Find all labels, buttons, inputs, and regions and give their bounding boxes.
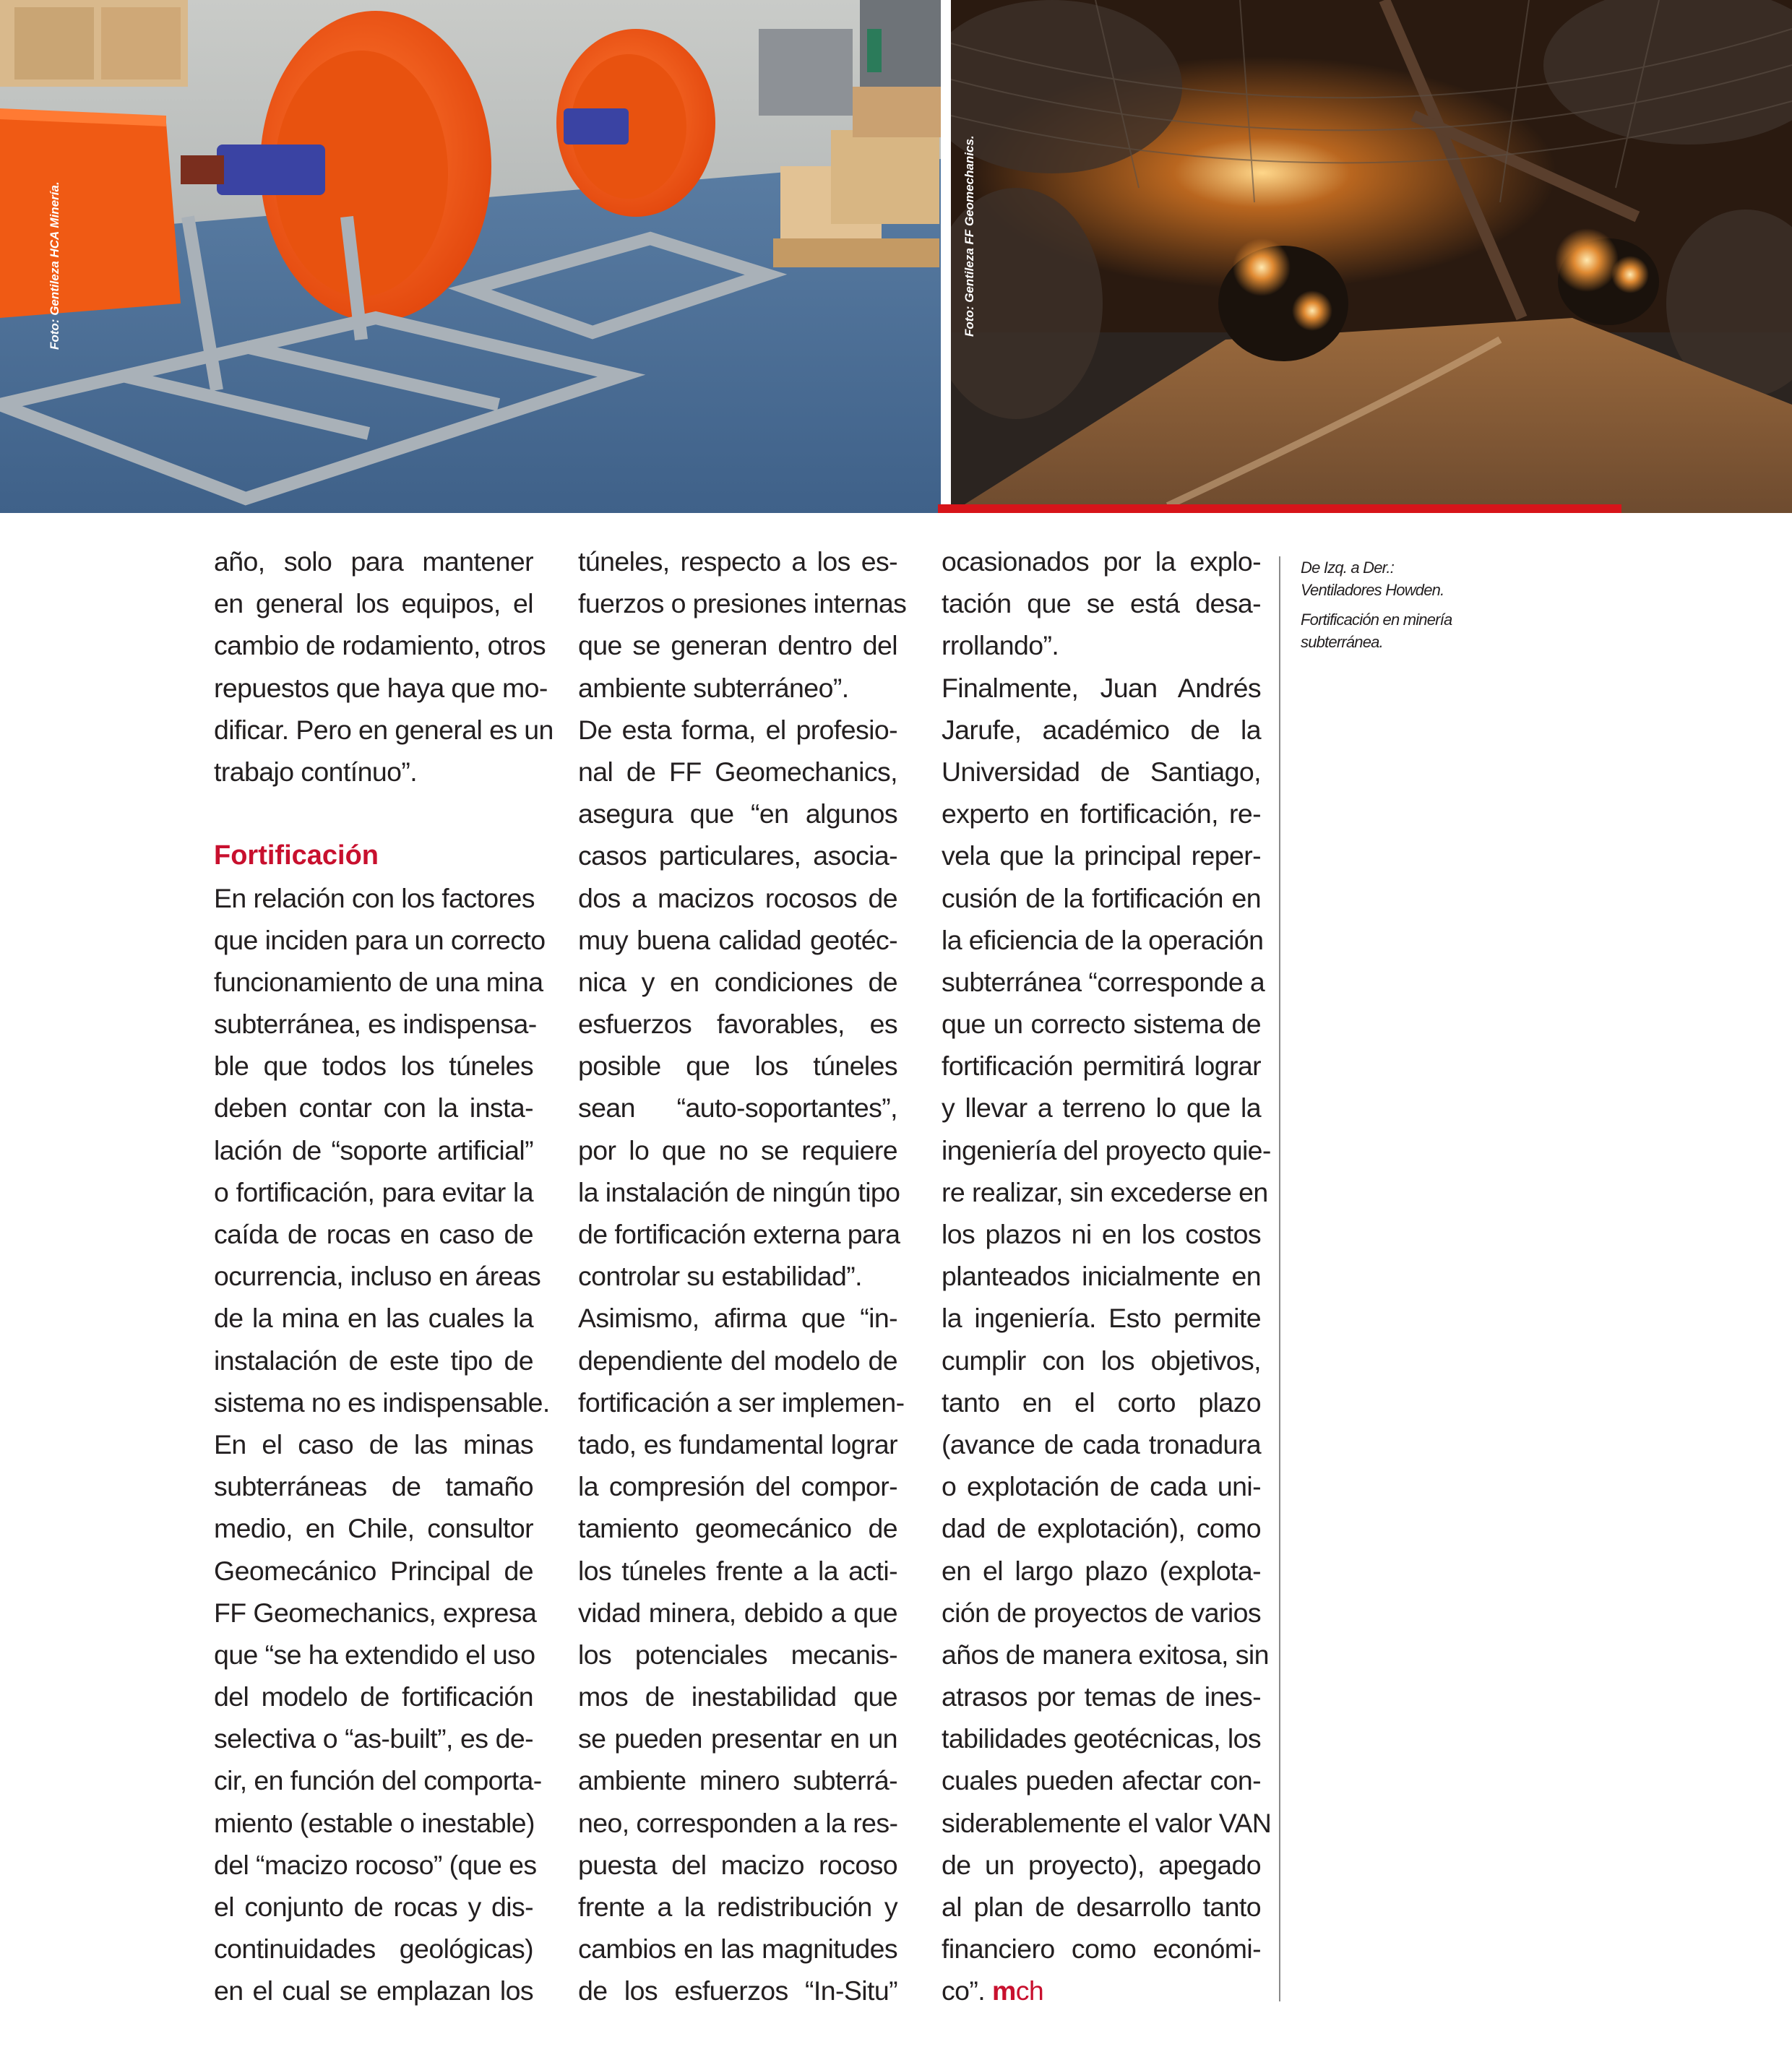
text-line: fortificación permitirá lograr	[942, 1051, 1261, 1082]
text-line: por lo que no se requiere	[578, 1134, 897, 1165]
text-line: ambiente subterráneo”.	[578, 672, 849, 703]
text-line: de la mina en las cuales la	[214, 1303, 533, 1334]
text-line: En relación con los factores	[214, 882, 535, 913]
text-line: fuerzos o presiones internas	[578, 588, 907, 619]
text-line: vela que la principal reper-	[942, 840, 1261, 871]
text-line: se pueden presentar en un	[578, 1723, 897, 1754]
end-mark-logo-ch: ch	[1015, 1975, 1044, 2006]
text-line: cumplir con los objetivos,	[942, 1345, 1261, 1376]
text-line: nal de FF Geomechanics,	[578, 756, 897, 787]
text-line: de un proyecto), apegado	[942, 1849, 1261, 1880]
text-line: puesta del macizo rocoso	[578, 1849, 897, 1880]
text-line: frente a la redistribución y	[578, 1892, 897, 1922]
text-line: subterráneas de tamaño	[214, 1471, 533, 1502]
end-mark-logo-m: m	[991, 1975, 1016, 2006]
text-line: casos particulares, asocia-	[578, 840, 897, 871]
red-accent-rule	[938, 504, 1621, 513]
text-line: lación de “soporte artificial”	[214, 1134, 533, 1165]
text-line: ble que todos los túneles	[214, 1051, 533, 1082]
text-line: los potenciales mecanis-	[578, 1639, 897, 1670]
text-line: dad de explotación), como	[942, 1513, 1261, 1544]
text-line: del modelo de fortificación	[214, 1681, 533, 1712]
text-line: siderablemente el valor VAN	[942, 1807, 1272, 1838]
text-line: (avance de cada tronadura	[942, 1428, 1261, 1460]
text-line: cir, en función del comporta-	[214, 1765, 542, 1796]
text-line: financiero como económi-	[942, 1933, 1261, 1965]
text-line: esfuerzos favorables, es	[578, 1009, 897, 1040]
text-line: cambios en las magnitudes	[578, 1933, 897, 1965]
text-line: neo, corresponden a la res-	[578, 1807, 898, 1838]
text-line: años de manera exitosa, sin	[942, 1639, 1269, 1670]
text-line: tanto en el corto plazo	[942, 1387, 1261, 1418]
text-line: los túneles frente a la acti-	[578, 1555, 897, 1586]
text-line: ocasionados por la explo-	[942, 546, 1261, 577]
text-line: atrasos por temas de ines-	[942, 1681, 1261, 1712]
text-line: mos de inestabilidad que	[578, 1681, 897, 1712]
text-line: fortificación a ser implemen-	[578, 1387, 905, 1418]
text-line: asegura que “en algunos	[578, 798, 897, 829]
text-line: tabilidades geotécnicas, los	[942, 1723, 1261, 1754]
text-line: sean “auto-soportantes”,	[578, 1092, 897, 1124]
text-line: vidad minera, debido a que	[578, 1597, 897, 1628]
text-line: De esta forma, el profesio-	[578, 714, 897, 745]
text-line: o explotación de cada uni-	[942, 1471, 1261, 1502]
text-line: que inciden para un correcto	[214, 924, 546, 955]
text-line: la ingeniería. Esto permite	[942, 1303, 1261, 1334]
photo-credit-right: Foto: Gentileza FF Geomechanics.	[962, 135, 976, 337]
text-line: túneles, respecto a los es-	[578, 546, 897, 577]
text-line: Asimismo, afirma que “in-	[578, 1303, 897, 1334]
text-line: los plazos ni en los costos	[942, 1219, 1261, 1249]
text-line: tado, es fundamental lograr	[578, 1428, 897, 1460]
text-line: planteados inicialmente en	[942, 1261, 1261, 1292]
text-line: instalación de este tipo de	[214, 1345, 533, 1376]
text-line: o fortificación, para evitar la	[214, 1176, 533, 1207]
text-line: en el largo plazo (explota-	[942, 1555, 1261, 1586]
photo-credit-left: Foto: Gentileza HCA Minería.	[48, 181, 61, 350]
text-line: trabajo contínuo”.	[214, 756, 418, 787]
text-line: deben contar con la insta-	[214, 1092, 533, 1124]
text-line: ocurrencia, incluso en áreas	[214, 1261, 541, 1292]
text-line: dificar. Pero en general es un	[214, 714, 553, 745]
text-line: selectiva o “as-built”, es de-	[214, 1723, 533, 1754]
caption-line: Ventiladores Howden.	[1301, 581, 1444, 599]
text-line: Universidad de Santiago,	[942, 756, 1261, 787]
text-line: sistema no es indispensable.	[214, 1387, 550, 1418]
caption-spacer	[1301, 601, 1517, 608]
text-line: que se generan dentro del	[578, 630, 897, 661]
text-line: al plan de desarrollo tanto	[942, 1892, 1261, 1922]
text-line: ambiente minero subterrá-	[578, 1765, 897, 1796]
text-line: la instalación de ningún tipo	[578, 1176, 900, 1207]
text-line: re realizar, sin excederse en	[942, 1176, 1268, 1207]
text-line: ción de proyectos de varios	[942, 1597, 1261, 1628]
section-heading: Fortificación	[214, 840, 379, 871]
text-line: nica y en condiciones de	[578, 966, 897, 997]
photo-caption	[1301, 556, 1517, 653]
caption-line: Fortificación en minería	[1301, 611, 1452, 629]
text-line: co”.	[942, 1975, 992, 2006]
text-line: posible que los túneles	[578, 1051, 897, 1082]
article-end-line	[942, 1970, 1261, 2012]
text-line: subterránea “corresponde a	[942, 966, 1265, 997]
text-line: subterránea, es indispensa-	[214, 1009, 537, 1040]
text-line: el conjunto de rocas y dis-	[214, 1892, 533, 1922]
text-line: dependiente del modelo de	[578, 1345, 897, 1376]
text-line: año, solo para mantener	[214, 546, 533, 577]
text-line: del “macizo rocoso” (que es	[214, 1849, 537, 1880]
text-line: tación que se está desa-	[942, 588, 1261, 619]
text-line: miento (estable o inestable)	[214, 1807, 535, 1838]
text-line: continuidades geológicas)	[214, 1933, 533, 1965]
text-line: Jarufe, académico de la	[942, 714, 1261, 745]
text-line: la compresión del compor-	[578, 1471, 897, 1502]
photo-underground-tunnel	[951, 0, 1792, 513]
text-line: que un correcto sistema de	[942, 1009, 1261, 1040]
text-line: de fortificación externa para	[578, 1219, 900, 1249]
text-line: Finalmente, Juan Andrés	[942, 672, 1261, 703]
text-line: experto en fortificación, re-	[942, 798, 1261, 829]
text-line: funcionamiento de una mina	[214, 966, 543, 997]
text-line: tamiento geomecánico de	[578, 1513, 897, 1544]
text-line: medio, en Chile, consultor	[214, 1513, 533, 1544]
text-line: cuales pueden afectar con-	[942, 1765, 1261, 1796]
caption-line: subterránea.	[1301, 633, 1383, 651]
text-line: de los esfuerzos “In-Situ”	[578, 1975, 897, 2006]
text-line: caída de rocas en caso de	[214, 1219, 533, 1249]
text-line: en el cual se emplazan los	[214, 1975, 533, 2006]
paragraph-gap	[214, 793, 533, 835]
article-column-3	[942, 540, 1272, 2012]
article-column-2	[578, 540, 907, 2012]
caption-line: De Izq. a Der.:	[1301, 559, 1395, 577]
text-line: controlar su estabilidad”.	[578, 1261, 862, 1292]
caption-divider	[1279, 556, 1280, 2001]
text-line: la eficiencia de la operación	[942, 924, 1264, 955]
text-line: repuestos que haya que mo-	[214, 672, 548, 703]
text-line: que “se ha extendido el uso	[214, 1639, 535, 1670]
text-line: en general los equipos, el	[214, 588, 533, 619]
text-line: cusión de la fortificación en	[942, 882, 1261, 913]
text-line: y llevar a terreno lo que la	[942, 1092, 1261, 1124]
text-line: muy buena calidad geotéc-	[578, 924, 897, 955]
text-line: Geomecánico Principal de	[214, 1555, 533, 1586]
text-line: En el caso de las minas	[214, 1428, 533, 1460]
text-line: dos a macizos rocosos de	[578, 882, 897, 913]
text-line: rrollando”.	[942, 630, 1059, 661]
text-line: cambio de rodamiento, otros	[214, 630, 546, 661]
text-line: FF Geomechanics, expresa	[214, 1597, 537, 1628]
text-line: ingeniería del proyecto quie-	[942, 1134, 1271, 1165]
article-column-1	[214, 540, 553, 2012]
photo-fans-workshop	[0, 0, 941, 513]
